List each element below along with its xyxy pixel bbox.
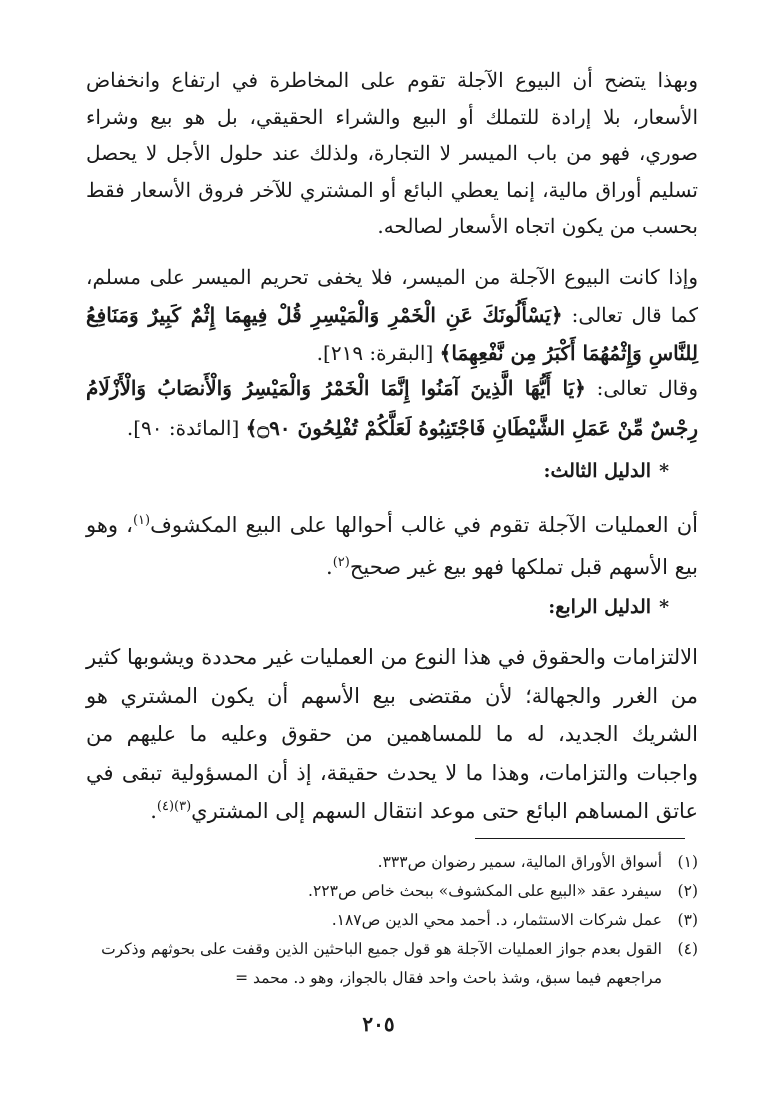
paragraph-5-text-a: الالتزامات والحقوق في هذا النوع من العمليات غير محددة ويشوبها كثير من الغرر والجهالة؛ لأن مقتضى بيع الأسهم أن يكون المشتري هو الشريك الجديد، له ما للمساهمين من حقوق وعليه ما عليهم من واجبات والتزامات، وهذا ما لا يحدث حقيقة، إذ أن المسؤولية تبقى في عاتق المساهم البائع حتى موعد انتقال السهم إلى المشتري xyxy=(86,645,698,823)
footnote-text: سيفرد عقد «البيع على المكشوف» ببحث خاص ص٢٢٣. xyxy=(308,882,662,900)
paragraph-5 xyxy=(86,638,698,831)
paragraph-1: وبهذا يتضح أن البيوع الآجلة تقوم على المخاطرة في ارتفاع وانخفاض الأسعار، بلا إرادة للتملك أو البيع والشراء الحقيقي، بل هو بيع وشراء صوري، فهو من باب الميسر لا التجارة، ولذلك عند حلول الأجل لا يحصل تسليم أوراق مالية، إنما يعطي البائع أو المشتري للآخر فروق الأسعار فقط بحسب من يكون اتجاه الأسعار لصالحه. xyxy=(86,68,698,238)
paragraph-4-text-c: . xyxy=(326,555,333,579)
heading-fourth-evidence-text: الدليل الرابع: xyxy=(548,596,652,618)
quran-verse-baqarah: ﴿يَسْأَلُونَكَ عَنِ الْخَمْرِ وَالْمَيْسِرِ قُلْ فِيهِمَا إِثْمٌ كَبِيرٌ وَمَنَافِعُ لِلنَّاسِ وَإِثْمُهُمَا أَكْبَرُ مِن نَّفْعِهِمَا﴾ xyxy=(86,303,698,365)
footnote-ref-3-4[interactable]: (٣)(٤) xyxy=(156,799,192,814)
footnote-item xyxy=(72,935,698,993)
footnote-number: (٤) xyxy=(677,940,698,958)
footnote-ref-2[interactable]: (٢) xyxy=(332,555,350,570)
paragraph-2-intro: وإذا كانت البيوع الآجلة من الميسر، فلا يخفى تحريم الميسر على مسلم، كما قال تعالى: xyxy=(86,265,698,327)
verse-reference-baqarah: [البقرة: ٢١٩]. xyxy=(316,341,440,365)
footnote-item xyxy=(72,848,698,877)
paragraph-5-text-b: . xyxy=(150,799,157,823)
footnote-divider xyxy=(475,838,685,839)
quran-verse-maidah: ﴿يَا أَيُّهَا الَّذِينَ آمَنُوا إِنَّمَا الْخَمْرُ وَالْمَيْسِرُ وَالْأَنصَابُ وَالْأَزْلَامُ رِجْسٌ مِّنْ عَمَلِ الشَّيْطَانِ فَاجْتَنِبُوهُ لَعَلَّكُمْ تُفْلِحُونَ ۝٩٠﴾ xyxy=(86,376,698,440)
bullet-star-icon: * xyxy=(659,596,669,618)
page-number: ٢٠٥ xyxy=(362,1012,395,1036)
paragraph-2 xyxy=(86,258,698,372)
paragraph-4-text-b: ، وهو بيع الأسهم قبل تملكها فهو بيع غير صحيح xyxy=(86,513,698,579)
footnote-text: أسواق الأوراق المالية، سمير رضوان ص٣٣٣. xyxy=(377,853,662,871)
paragraph-3 xyxy=(86,368,698,448)
footnote-item xyxy=(72,877,698,906)
heading-third-evidence-text: الدليل الثالث: xyxy=(543,460,652,482)
footnote-number: (١) xyxy=(677,853,698,871)
bullet-star-icon: * xyxy=(659,460,669,482)
footnote-text: عمل شركات الاستثمار، د. أحمد محي الدين ص١٨٧. xyxy=(331,911,662,929)
footnote-item xyxy=(72,906,698,935)
heading-third-evidence xyxy=(543,460,669,482)
footnote-text: القول بعدم جواز العمليات الآجلة هو قول جميع الباحثين الذين وقفت على بحوثهم وذكرت مراجعهم فيما سبق، وشذ باحث واحد فقال بالجواز، وهو د. محمد = xyxy=(101,940,662,987)
footnote-number: (٣) xyxy=(677,911,698,929)
footnotes-section xyxy=(72,848,698,993)
footnote-number: (٢) xyxy=(677,882,698,900)
verse-reference-maidah: [المائدة: ٩٠]. xyxy=(126,416,246,440)
paragraph-4-text-a: أن العمليات الآجلة تقوم في غالب أحوالها على البيع المكشوف xyxy=(150,513,698,537)
paragraph-4 xyxy=(86,504,698,588)
heading-fourth-evidence xyxy=(548,596,669,618)
footnote-ref-1[interactable]: (١) xyxy=(132,513,151,528)
paragraph-3-intro: وقال تعالى: xyxy=(585,376,698,400)
